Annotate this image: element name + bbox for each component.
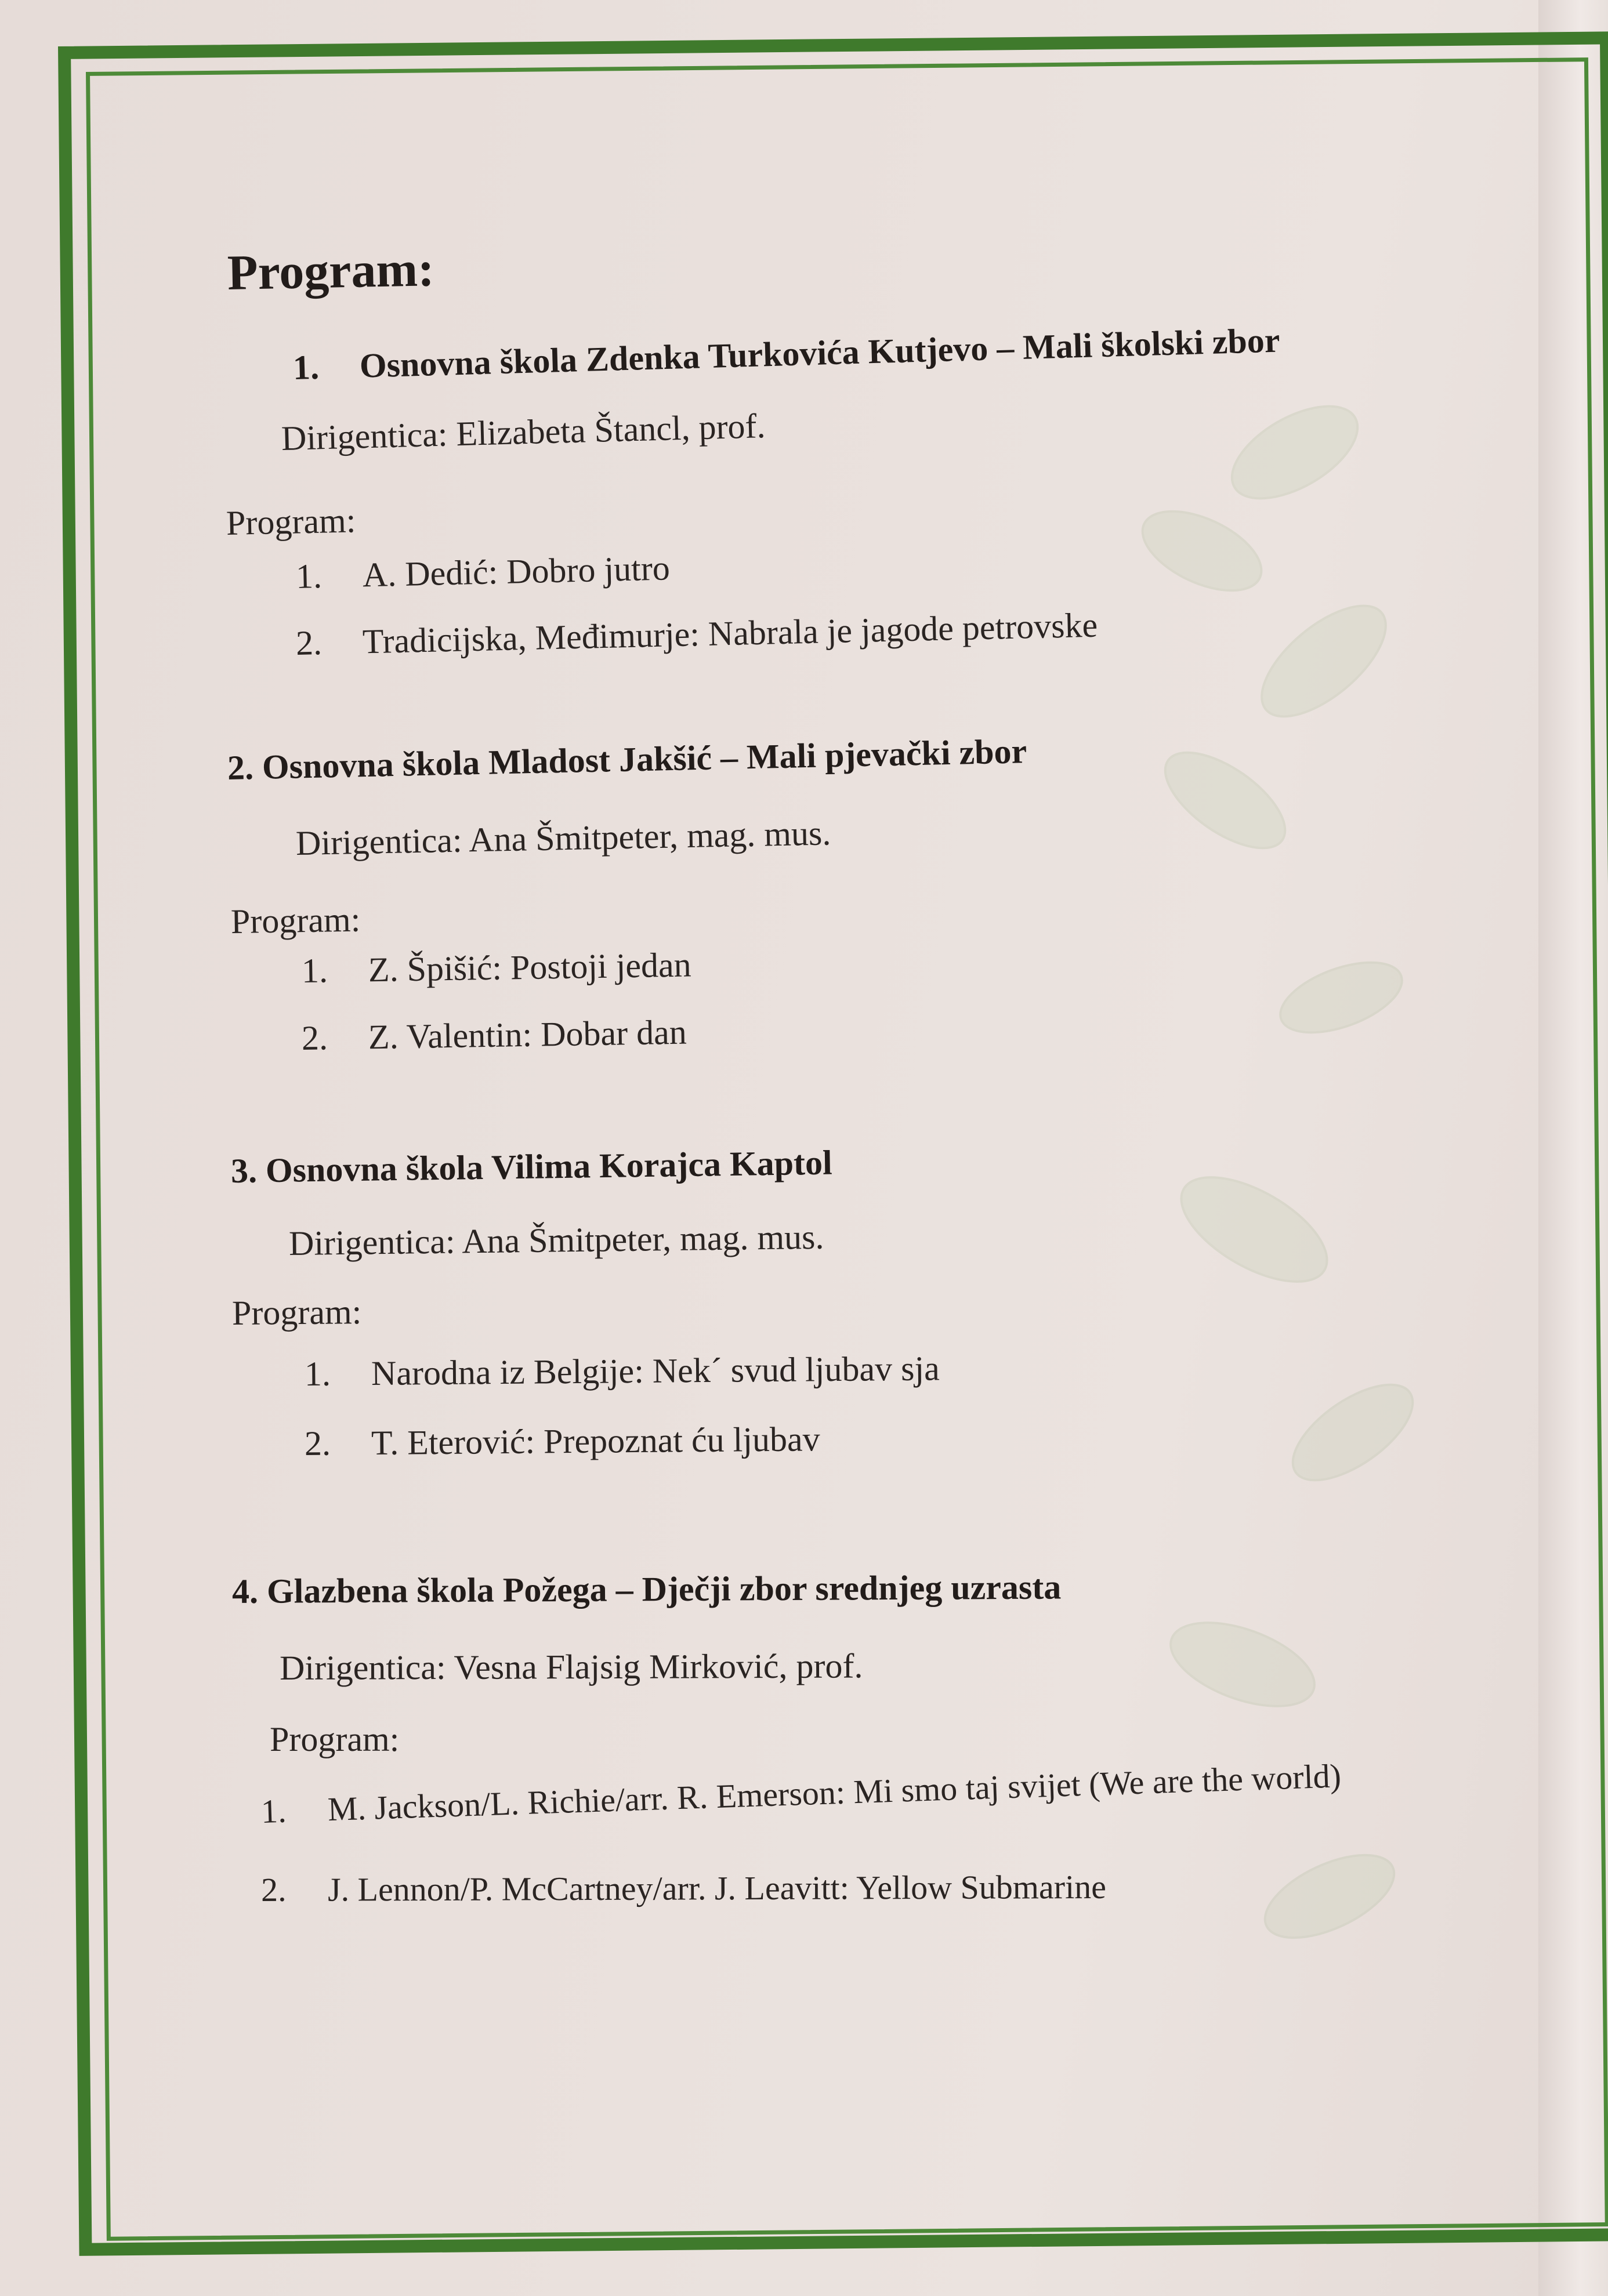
page-title: Program: (227, 241, 435, 300)
choir-1-number: 1. (292, 347, 320, 387)
choir-2-conductor: Dirigentica: Ana Šmitpeter, mag. mus. (295, 814, 831, 862)
piece-number: 2. (260, 1870, 287, 1909)
choir-3-piece-2 (305, 1419, 820, 1464)
choir-4-conductor: Dirigentica: Vesna Flajsig Mirković, prof. (279, 1646, 863, 1687)
choir-3-piece-1 (305, 1348, 940, 1394)
choir-3-heading (231, 1143, 833, 1191)
choir-2-piece-1 (301, 945, 691, 991)
choir-4-number: 4. (231, 1572, 259, 1611)
choir-1-conductor: Dirigentica: Elizabeta Štancl, prof. (281, 407, 766, 458)
choir-3-number: 3. (230, 1151, 258, 1190)
piece-number: 2. (295, 623, 323, 662)
piece-title: T. Eterović: Prepoznat ću ljubav (371, 1420, 820, 1462)
piece-number: 1. (304, 1354, 331, 1393)
choir-1-program-label: Program: (226, 501, 356, 542)
piece-title: Tradicijska, Međimurje: Nabrala je jagode petrovske (362, 605, 1098, 661)
choir-2-name: Osnovna škola Mladost Jakšić – Mali pjevački zbor (262, 732, 1027, 786)
piece-number: 2. (301, 1018, 328, 1057)
piece-number: 1. (295, 556, 323, 596)
piece-title: Z. Špišić: Postoji jedan (368, 945, 692, 989)
choir-2-program-label: Program: (230, 900, 361, 941)
choir-2-number: 2. (227, 748, 254, 787)
choir-2-piece-2 (301, 1013, 687, 1058)
piece-title: A. Dedić: Dobro jutro (362, 549, 671, 594)
piece-number: 2. (304, 1424, 331, 1463)
choir-4-heading (232, 1568, 1062, 1612)
choir-3-name: Osnovna škola Vilima Korajca Kaptol (265, 1143, 833, 1190)
piece-title: Z. Valentin: Dobar dan (368, 1013, 687, 1057)
choir-4-name: Glazbena škola Požega – Dječji zbor srednjeg uzrasta (266, 1568, 1062, 1611)
piece-title: Narodna iz Belgije: Nek´ svud ljubav sja (371, 1349, 940, 1392)
choir-1-name: Osnovna škola Zdenka Turkovića Kutjevo – Mali školski zbor (359, 321, 1281, 385)
choir-4-program-label: Program: (270, 1720, 400, 1758)
piece-number: 1. (260, 1791, 287, 1830)
choir-3-program-label: Program: (231, 1293, 362, 1332)
choir-1-piece-1 (295, 548, 670, 597)
choir-4-piece-2 (261, 1867, 1106, 1909)
piece-number: 1. (301, 951, 328, 990)
piece-title: J. Lennon/P. McCartney/arr. J. Leavitt: Yellow Submarine (327, 1867, 1107, 1909)
choir-3-conductor: Dirigentica: Ana Šmitpeter, mag. mus. (288, 1217, 824, 1263)
piece-title: M. Jackson/L. Richie/arr. R. Emerson: Mi smo taj svijet (We are the world) (327, 1757, 1342, 1829)
